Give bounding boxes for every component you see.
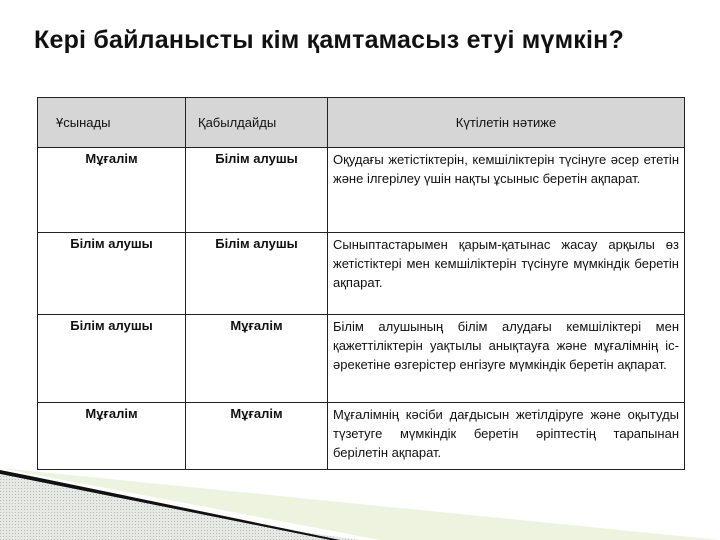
table-row (38, 148, 685, 233)
header-result: Күтілетін нәтиже (328, 98, 685, 148)
cell-result: Мұғалімнің кәсіби дағдысын жетілдіруге және оқытуды түзетуге мүмкіндік беретін әріптестің тарапынан берілетін ақпарат. (328, 403, 685, 470)
cell-result: Сыныптастарымен қарым-қатынас жасау арқылы өз жетістіктері мен кемшіліктерін түсінуге мүмкіндік беретін ақпарат. (328, 233, 685, 315)
decorative-corner-wedge (0, 440, 720, 540)
header-receiver: Қабылдайды (186, 98, 328, 148)
table-header-row (38, 98, 685, 148)
cell-receiver: Білім алушы (186, 148, 328, 233)
slide-title: Кері байланысты кім қамтамасыз етуі мүмкін? (34, 26, 624, 54)
table-row (38, 233, 685, 315)
cell-giver: Мұғалім (38, 148, 186, 233)
feedback-table (37, 97, 685, 470)
table-row (38, 315, 685, 403)
cell-giver: Мұғалім (38, 403, 186, 470)
header-giver: Ұсынады (38, 98, 186, 148)
cell-receiver: Мұғалім (186, 403, 328, 470)
cell-receiver: Білім алушы (186, 233, 328, 315)
cell-giver: Білім алушы (38, 315, 186, 403)
cell-result: Оқудағы жетістіктерін, кемшіліктерін түсінуге әсер ететін және ілгерілеу үшін нақты ұсыныс беретін ақпарат. (328, 148, 685, 233)
cell-result: Білім алушының білім алудағы кемшіліктері мен қажеттіліктерін уақтылы анықтауға және мұғалімнің іс-әрекетіне өзгерістер енгізуге мүмкіндік беретін ақпарат. (328, 315, 685, 403)
cell-giver: Білім алушы (38, 233, 186, 315)
cell-receiver: Мұғалім (186, 315, 328, 403)
